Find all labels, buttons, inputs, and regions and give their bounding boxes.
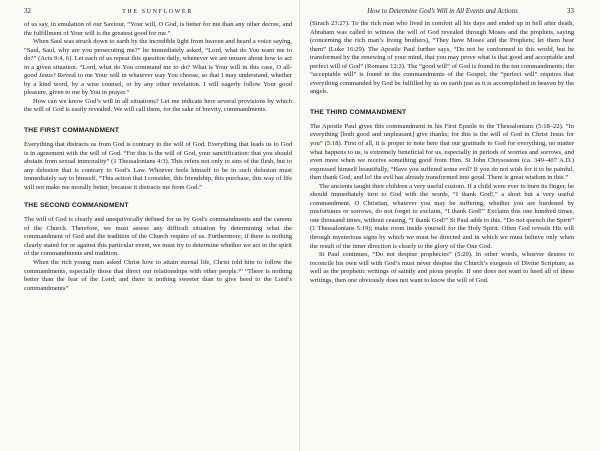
right-page	[300, 0, 600, 451]
left-paragraph-2: When Saul was struck down to earth by the incredible light from heaven and heard a voice saying, “Saul, Saul, why are you persecuting me?” he immediately asked, “Lord, what do You want me to do?” (Acts 9:4, 6). Let each of us repeat this question daily, whenever we are unsure about how to act in a given situation. “Lord, what do You command me to do? What is Your will in this case, O all-good Jesus? Reveal to me Your will in whatever way You choose, so that I may understand, whether by a kind word, by a wise counsel, or by any other revelation. I will eagerly follow Your good pleasure, given to me by You in prayer.”	[24, 38, 292, 97]
right-paragraph-3: The ancients taught their children a very useful custom. If a child were ever to burn its finger, he should immediately turn to God with the words, “I thank God!,” a short but a very useful commandment. O Christian, whatever you may be suffering, whether you are burdened by misfortunes or sorrows, do not forget to exclaim, “I thank God!” Exclaim this one hundred times, one thousand times, without ceasing, “I thank God!” St Paul adds to this, “Do not quench the Spirit” (1 Thessalonians 5:19); make room inside yourself for the Holy Spirit. Often God reveals His will through mysterious signs by which we must be directed and in which we must believe only when the result of the inner direction is clearly to the glory of the One God.	[310, 182, 574, 250]
left-paragraph-1: of us say, in emulation of our Saviour, “Your will, O God, is better for me than any other decree, and the fulfillment of Your will is the greatest good for me.”	[24, 21, 292, 37]
left-paragraph-4: Everything that distracts us from God is contrary to the will of God. Everything that leads us to God is in agreement with the will of God. “For this is the will of God, your sanctification: that you should abstain from sexual immorality” (1 Thessalonians 4:3). This refers not only to sins of the flesh, but to any delusion that is contrary to God’s Law. Whoever feels himself to be in such delusion must immediately say to himself, “This action that I consider, this friendship, this purchase, this way of life will not make me morally better, because it distracts me from God.”	[24, 141, 292, 191]
heading-second-commandment: THE SECOND COMMANDMENT	[24, 202, 129, 210]
right-page-number: 33	[567, 7, 574, 15]
left-page-number: 32	[24, 7, 31, 15]
left-running-title: THE SUNFLOWER	[122, 9, 193, 15]
heading-third-commandment: THE THIRD COMMANDMENT	[310, 108, 407, 116]
left-page-header	[24, 7, 292, 17]
right-running-title: How to Determine God’s Will in All Events and Actions	[367, 8, 518, 15]
left-paragraph-6: When the rich young man asked Christ how to attain eternal life, Christ told him to follow the commandments, especially those that direct our relationships with other people.¹⁰ “There is nothing better than the fear of the Lord; and there is nothing sweeter than to give heed to the Lord’s commandments”	[24, 259, 292, 292]
right-paragraph-1: (Sirach 23:27). To the rich man who lived in comfort all his days and ended up in hell after death, Abraham was called to witness the will of God revealed through Moses and the prophets, saying (concerning the rich man’s living brothers), “They have Moses and the Prophets; let them hear them” (Luke 16:29). The Apostle Paul further says, “Do not be conformed to this world, but be transformed by the renewing of your mind, that you may prove what is that good and acceptable and perfect will of God” (Romans 12:2). The “good will” of God is found in the ten commandments; the “acceptable will” is found in the commandments of the Gospel; the “perfect will” requires that everything commanded by God be fulfilled by us on earth just as it is accomplished in heaven by the angels.	[310, 20, 574, 96]
left-paragraph-5: The will of God is clearly and unequivocally defined for us by God’s commandments and the canons of the Church. Therefore, we must assess any difficult situation by determining what the commandment of God and the tradition of the Church require of us. Furthermore, if there is nothing clearly stated for or against this particular event, we must try to determine whether we act in the spirit of the commandments and tradition.	[24, 216, 292, 258]
heading-first-commandment: THE FIRST COMMANDMENT	[24, 127, 120, 135]
right-page-header	[310, 7, 574, 16]
left-paragraph-3: How can we know God’s will in all situations? Let me indicate here several provisions by which the will of God is easily revealed. We will call them, for the sake of brevity, commandments.	[24, 97, 292, 114]
right-paragraph-4: St Paul continues, “Do not despise prophecies” (5:20). In other words, whoever desires to reconcile his own will with God’s must never despise the Church’s exegesis of Divine Scripture, as well as the prophetic writings of saintly and pious people. If one does not want to heed all of these writings, then one obviously does not want to know the will of God.	[310, 251, 574, 284]
right-paragraph-2: The Apostle Paul gives this commandment in his First Epistle to the Thessalonians (5:18–22). “In everything [both good and unpleasant] give thanks; for this is the will of God in Christ Jesus for you” (5:18). First of all, it is proper to note here that our gratitude to God for everything, no matter what happens to us, is extremely beneficial for us, especially in periods of worries and sorrows, and even more when we receive something good from Him. St John Chrysostom (ca. 349–407 A.D.) expressed himself beautifully, “Have you suffered some evil? If you do not wish for it to be painful, then thank God, and lo! the evil has already transformed into good. There is great wisdom in this.”	[310, 122, 574, 182]
